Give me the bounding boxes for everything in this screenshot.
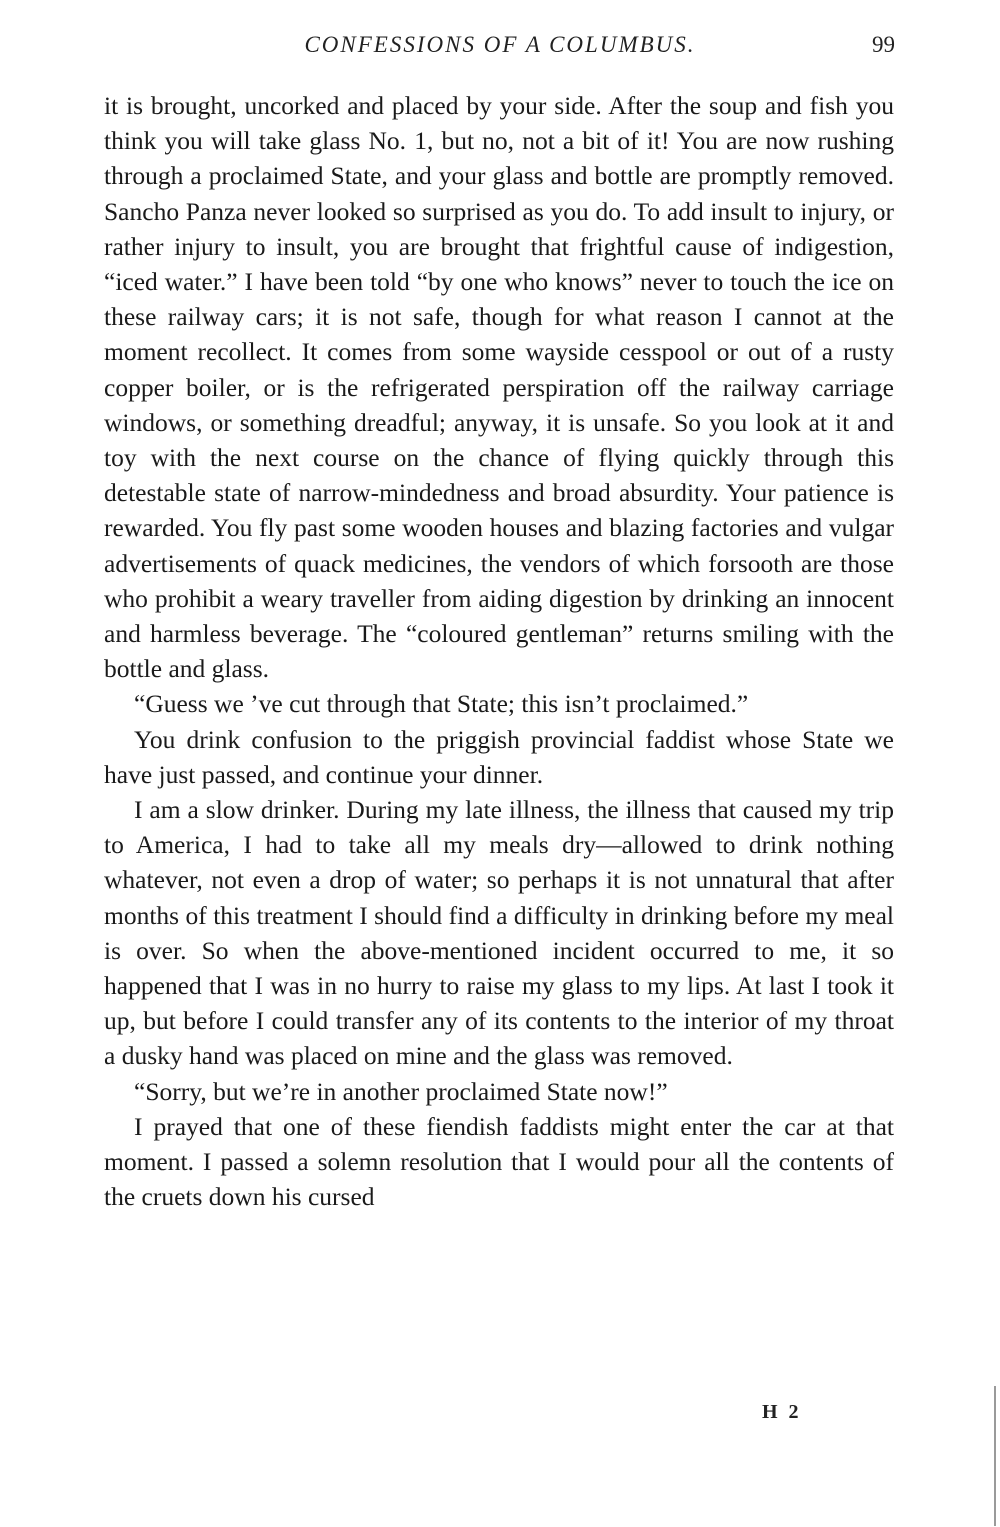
page-edge-shadow [994, 1386, 996, 1526]
paragraph-drink-confusion: You drink confusion to the priggish provincial faddist whose State we have just passed, and continue your dinner. [104, 724, 894, 789]
paragraph-continuation: it is brought, uncorked and placed by your side. After the soup and fish you think you will take glass No. 1, but no, not a bit of it! You are now rushing through a proclaimed State, and your glass and bottle are promptly removed. Sancho Panza never looked so surprised as you do. To add insult to injury, or rather injury to insult, you are brought that frightful cause of indigestion, “iced water.” I have been told “by one who knows” never to touch the ice on these railway cars; it is not safe, though for what reason I cannot at the moment recollect. It comes from some wayside cesspool or out of a rusty copper boiler, or is the refrigerated perspiration off the railway carriage windows, or something dreadful; anyway, it is unsafe. So you look at it and toy with the next course on the chance of flying quickly through this detestable state of narrow-mindedness and broad absurdity. Your patience is rewarded. You fly past some wooden houses and blazing factories and vulgar advertisements of quack medicines, the vendors of which forsooth are those who prohibit a weary traveller from aiding digestion by drinking an innocent and harmless beverage. The “coloured gentleman” returns smiling with the bottle and glass. [104, 91, 894, 684]
running-head [105, 28, 895, 62]
paragraph-quote-sorry: “Sorry, but we’re in another proclaimed State now!” [134, 1076, 668, 1106]
body-text [104, 88, 894, 1215]
paragraph-prayed: I prayed that one of these fiendish faddists might enter the car at that moment. I passed a solemn resolution that I would pour all the contents of the cruets down his cursed [104, 1111, 894, 1212]
paragraph-quote-guess: “Guess we ’ve cut through that State; this isn’t proclaimed.” [134, 689, 749, 719]
signature-mark: H 2 [762, 1401, 802, 1423]
running-title: CONFESSIONS OF A COLUMBUS. [304, 32, 696, 57]
paragraph-slow-drinker: I am a slow drinker. During my late illness, the illness that caused my trip to America, I had to take all my meals dry—allowed to drink nothing whatever, not even a drop of water; so perhaps it is not unnatural that after months of this treatment I should find a difficulty in drinking before my meal is over. So when the above-mentioned incident occurred to me, it so happened that I was in no hurry to raise my glass to my lips. At last I took it up, but before I could transfer any of its contents to the interior of my throat a dusky hand was placed on mine and the glass was removed. [104, 795, 894, 1071]
page-number: 99 [872, 32, 895, 57]
